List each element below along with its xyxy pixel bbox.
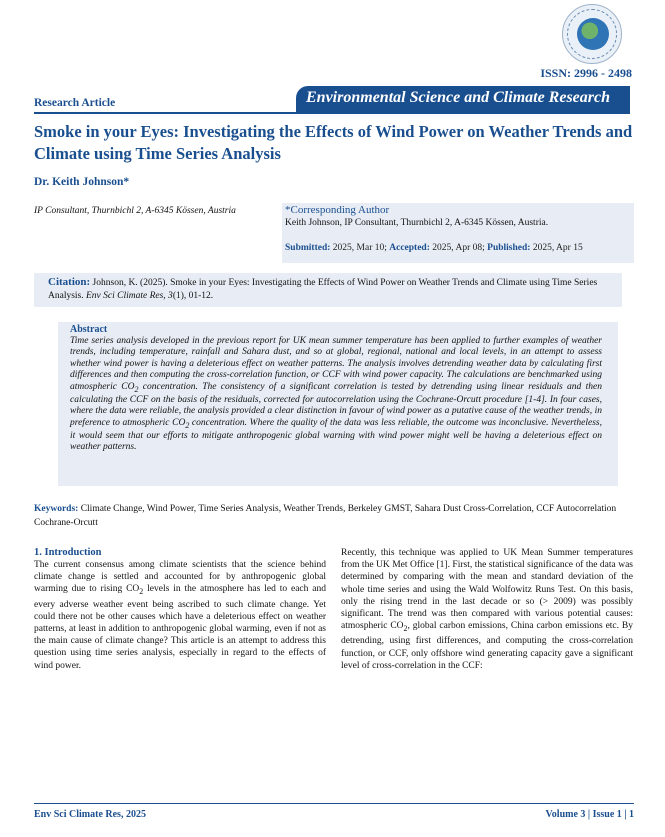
citation [48,276,620,302]
article-type: Research Article [34,97,116,109]
published-label: Published: [487,243,531,253]
author-name: Dr. Keith Johnson* [34,176,130,188]
section-heading: 1. Introduction [34,547,102,558]
submitted-date: 2025, Mar 10; [332,243,387,253]
footer-volume: Volume 3 | Issue 1 | 1 [545,809,634,820]
footer-rule [34,803,634,804]
citation-label: Citation: [48,276,91,288]
keywords [34,503,634,530]
logo-globe-icon [577,18,609,50]
submitted-label: Submitted: [285,243,331,253]
keywords-text: Climate Change, Wind Power, Time Series Analysis, Weather Trends, Berkeley GMST, Sahara Dust Cross-Correlation, CCF Autocorrelation Cochrane-Orcutt [34,504,617,528]
corresponding-text: Keith Johnson, IP Consultant, Thurnbichl 2, A-6345 Kössen, Austria. [285,218,549,228]
journal-name: Environmental Science and Climate Research [306,89,611,106]
author-affiliation: IP Consultant, Thurnbichl 2, A-6345 Kössen, Austria [34,206,236,216]
body-column-right: Recently, this technique was applied to UK Mean Summer temperatures from the UK Met Office [1]. First, the statistical significance of the data was determined by comparing with the mean and standard deviation of the whole time series and using the Wald Wolfowitz Runs Test. On this basis, only the rising trend in the last decade or so (> 2009) was possibly significant. The trend was then compared with various potential causes: atmospheric $CO_2$, global carbon emissions, China carbon emissions etc. By detrending, using first differences, and computing the cross-correlation function, or CCF, only offshore wind generating capacity gave a significant level of cross-correlation in the CCF: [341,548,633,671]
header-rule [34,112,296,114]
citation-text: Johnson, K. (2025). Smoke in your Eyes: Investigating the Effects of Wind Power on Weather Trends and Climate using Time Series Analysis. [48,278,598,301]
keywords-label: Keywords: [34,504,79,514]
article-title: Smoke in your Eyes: Investigating the Effects of Wind Power on Weather Trends and Climate using Time Series Analysis [34,122,633,163]
body-column-left: The current consensus among climate scientists that the science behind climate change is settled and accounted for by anthropogenic global warming due to rising $CO_2$ levels in the atmosphere has led to each and every adverse weather event being ascribed to such climate change. Yet could there not be other causes which have a deleterious effect on weather patterns, at least in addition to anthropogenic global warming, even if not as the main cause of climate change? This article is an attempt to address this question using time series analysis, especially in regard to the effects of wind power. [34,560,327,671]
journal-logo [562,4,622,64]
journal-rule [296,112,630,114]
article-dates [285,243,583,253]
corresponding-label: *Corresponding Author [285,204,390,216]
accepted-date: 2025, Apr 08; [432,243,485,253]
citation-issue: (1), 01-12. [172,290,214,301]
abstract-heading: Abstract [70,324,108,335]
citation-journal: Env Sci Climate Res, 3 [86,290,173,301]
abstract-text: Time series analysis developed in the previous report for UK mean summer temperature has been applied to further examples of weather trends, including temperature, rainfall and Sahara dust, and so at global, regional, national and local levels, in an attempt to assess whether wind power is having a deleterious effect on weather patterns. The analysis involves detrending weather data by calculating first differences and then computing the cross-correlation function, or CCF with wind power capacity. The calculations are benchmarked using atmospheric $CO_2$ concentration. The consistency of a significant correlation is tested by detrending using linear residuals and then calculating the CCF on the basis of the residuals, corrected for autocorrelation using the Cochrane-Orcutt procedure [1-4]. In four cases, where the data were reliable, the analysis provided a clear distinction in favour of wind power as a putative cause of the weather trends, in preference to atmospheric $CO_2$ concentration. Where the quality of the data was less reliable, the outcome was inconclusive. Nevertheless, it would seem that our efforts to mitigate anthropogenic global warning with wind power might well be having a deleterious effect on weather patterns. [70,336,602,453]
issn: ISSN: 2996 - 2498 [540,66,632,80]
footer-journal: Env Sci Climate Res, 2025 [34,809,146,820]
accepted-label: Accepted: [389,243,430,253]
published-date: 2025, Apr 15 [532,243,583,253]
